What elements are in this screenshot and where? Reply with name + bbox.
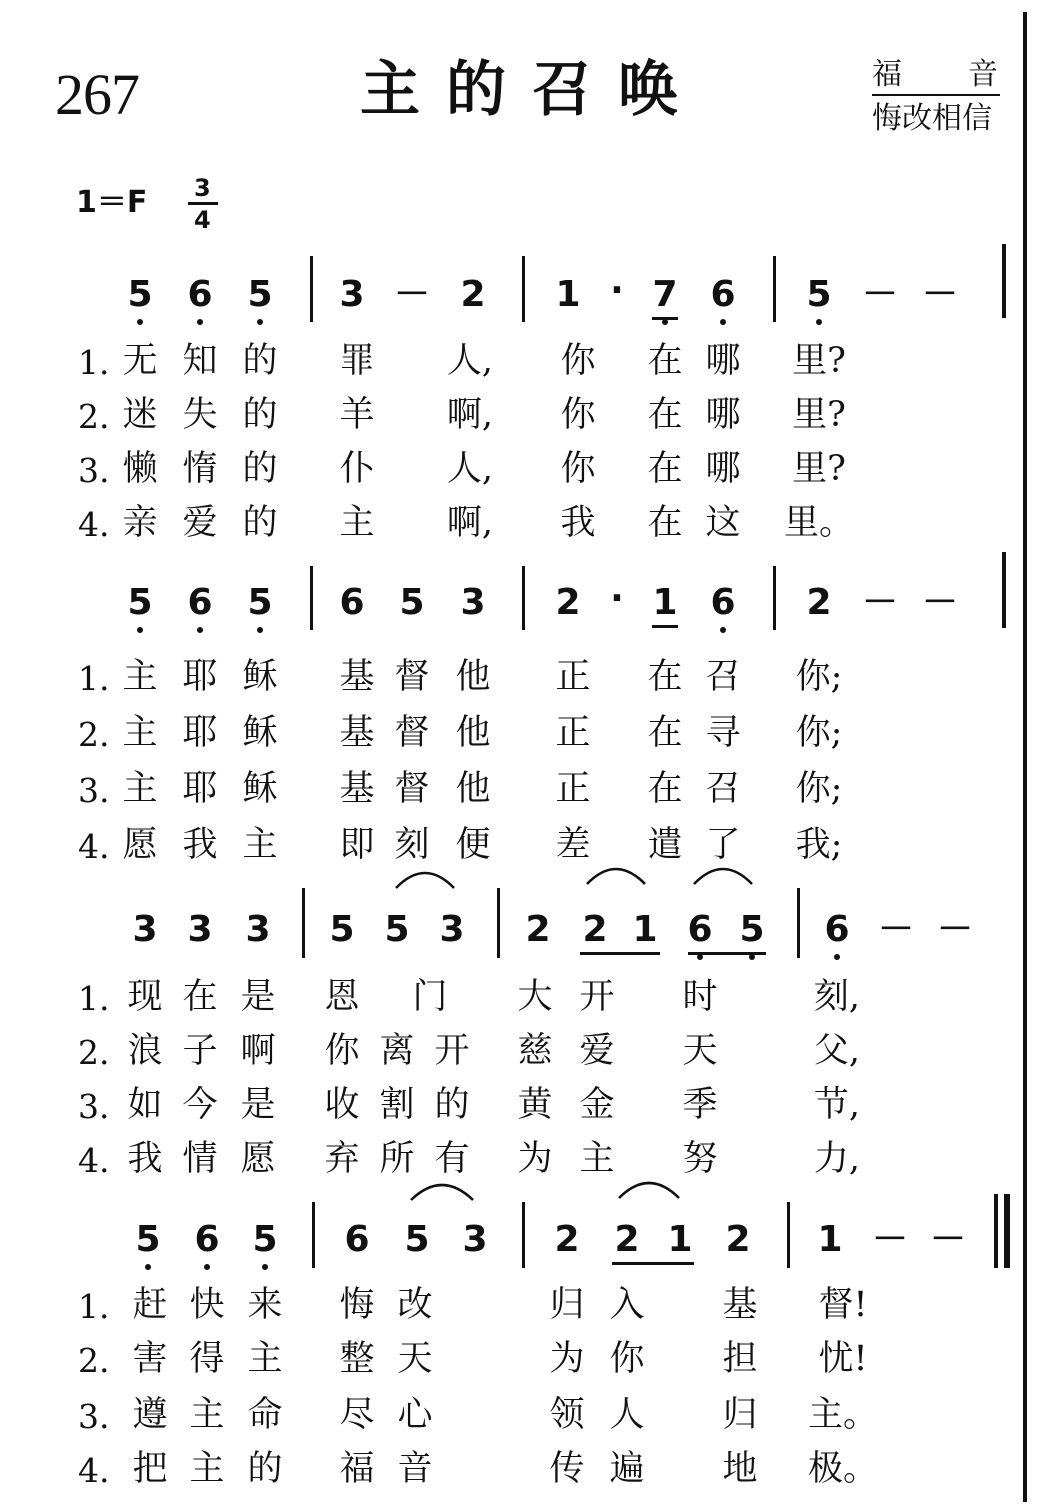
lyric-word: 人, xyxy=(446,449,494,489)
lyric-word: 里? xyxy=(792,449,846,489)
low-octave-dot xyxy=(262,1264,268,1270)
lyric-word: 你 xyxy=(560,341,596,381)
category-char-1: 福 xyxy=(872,57,902,92)
time-signature-top: 3 xyxy=(194,174,211,202)
low-octave-dot xyxy=(197,319,203,325)
lyric-word: 督 xyxy=(394,657,430,697)
lyric-word: 在 xyxy=(647,657,683,697)
lyric-word: 了 xyxy=(705,825,741,865)
lyric-word: 遵 xyxy=(132,1395,168,1435)
note-6: 6 xyxy=(824,909,850,950)
note-2: 2 xyxy=(582,909,608,950)
note-6: 6 xyxy=(710,274,736,315)
low-octave-dot xyxy=(834,954,840,960)
lyric-word: 是 xyxy=(240,1085,276,1125)
lyric-word: 寻 xyxy=(705,713,741,753)
bar-line xyxy=(312,1202,315,1268)
time-signature-bottom: 4 xyxy=(194,206,211,234)
slur-arc xyxy=(693,862,753,886)
augmentation-dot: · xyxy=(610,270,624,311)
lyric-word: 罪 xyxy=(339,341,375,381)
lyric-word: 稣 xyxy=(242,769,278,809)
lyric-word: 督 xyxy=(394,713,430,753)
lyric-word: 的 xyxy=(247,1449,283,1489)
lyric-word: 稣 xyxy=(242,713,278,753)
system-end-line xyxy=(1002,244,1006,318)
lyric-word: 主 xyxy=(189,1449,225,1489)
lyric-word: 我; xyxy=(795,825,843,865)
lyric-word: 传 xyxy=(549,1449,585,1489)
lyric-word: 割 xyxy=(379,1085,415,1125)
lyric-word: 主 xyxy=(122,713,158,753)
lyric-word: 耶 xyxy=(182,657,218,697)
lyric-word: 他 xyxy=(455,769,491,809)
lyric-word: 爱 xyxy=(579,1031,615,1071)
note-3: 3 xyxy=(439,909,465,950)
note-6: 6 xyxy=(344,1219,370,1260)
lyric-word: 督! xyxy=(818,1285,868,1325)
bar-line xyxy=(773,256,776,322)
verse-number: 4. xyxy=(78,505,110,544)
note-dash: － xyxy=(936,909,974,950)
category-subtitle: 悔改相信 xyxy=(872,101,992,136)
lyric-word: 快 xyxy=(189,1285,225,1325)
hymn-title: 主的召唤 xyxy=(360,55,704,125)
lyric-word: 主 xyxy=(242,825,278,865)
lyric-word: 情 xyxy=(182,1139,218,1179)
low-octave-dot xyxy=(257,319,263,325)
lyric-word: 正 xyxy=(555,657,591,697)
note-6: 6 xyxy=(194,1219,220,1260)
note-5: 5 xyxy=(247,582,273,623)
eighth-underline xyxy=(652,625,678,628)
verse-number: 4. xyxy=(78,1451,110,1490)
lyric-word: 刻, xyxy=(813,977,861,1017)
lyric-word: 子 xyxy=(182,1031,218,1071)
lyric-word: 在 xyxy=(647,713,683,753)
verse-number: 4. xyxy=(78,827,110,866)
lyric-word: 现 xyxy=(127,977,163,1017)
note-6: 6 xyxy=(339,582,365,623)
lyric-word: 天 xyxy=(397,1339,433,1379)
low-octave-dot xyxy=(137,627,143,633)
bar-line xyxy=(787,1202,790,1268)
note-5: 5 xyxy=(247,274,273,315)
lyric-word: 努 xyxy=(682,1139,718,1179)
lyric-word: 在 xyxy=(647,503,683,543)
lyric-word: 害 xyxy=(132,1339,168,1379)
note-5: 5 xyxy=(404,1219,430,1260)
lyric-word: 为 xyxy=(517,1139,553,1179)
lyric-word: 耶 xyxy=(182,713,218,753)
lyric-word: 啊 xyxy=(240,1031,276,1071)
note-3: 3 xyxy=(339,274,365,315)
lyric-word: 便 xyxy=(455,825,491,865)
lyric-word: 音 xyxy=(397,1449,433,1489)
note-2: 2 xyxy=(554,1219,580,1260)
lyric-word: 你 xyxy=(324,1031,360,1071)
lyric-word: 赶 xyxy=(132,1285,168,1325)
lyric-word: 收 xyxy=(324,1085,360,1125)
verse-number: 3. xyxy=(78,1397,110,1436)
lyric-word: 在 xyxy=(647,769,683,809)
note-1: 1 xyxy=(652,582,678,623)
low-octave-dot xyxy=(720,319,726,325)
note-2: 2 xyxy=(614,1219,640,1260)
verse-number: 3. xyxy=(78,771,110,810)
slur-arc xyxy=(586,862,646,886)
verse-number: 3. xyxy=(78,1087,110,1126)
augmentation-dot: · xyxy=(610,578,624,619)
lyric-word: 亲 xyxy=(122,503,158,543)
lyric-word: 福 xyxy=(339,1449,375,1489)
lyric-word: 的 xyxy=(242,449,278,489)
lyric-word: 的 xyxy=(242,341,278,381)
lyric-word: 季 xyxy=(682,1085,718,1125)
category-divider xyxy=(872,94,1000,96)
lyric-word: 人 xyxy=(609,1395,645,1435)
key-signature: 1＝F xyxy=(76,185,148,220)
lyric-word: 心 xyxy=(397,1395,433,1435)
lyric-word: 召 xyxy=(705,657,741,697)
note-dash: － xyxy=(921,582,959,623)
bar-line xyxy=(522,256,525,322)
lyric-word: 整 xyxy=(339,1339,375,1379)
note-2: 2 xyxy=(555,582,581,623)
lyric-word: 主 xyxy=(122,769,158,809)
note-dash: － xyxy=(871,1219,909,1260)
note-6: 6 xyxy=(187,274,213,315)
lyric-word: 领 xyxy=(549,1395,585,1435)
verse-number: 1. xyxy=(78,1287,110,1326)
low-octave-dot xyxy=(204,1264,210,1270)
note-5: 5 xyxy=(329,909,355,950)
eighth-underline xyxy=(580,952,660,955)
lyric-word: 忧! xyxy=(818,1339,868,1379)
lyric-word: 我 xyxy=(560,503,596,543)
bar-line xyxy=(310,566,313,630)
low-octave-dot xyxy=(137,319,143,325)
lyric-word: 来 xyxy=(247,1285,283,1325)
low-octave-dot xyxy=(257,627,263,633)
lyric-word: 主 xyxy=(339,503,375,543)
bar-line xyxy=(797,888,800,958)
lyric-word: 主 xyxy=(247,1339,283,1379)
lyric-word: 的 xyxy=(434,1085,470,1125)
lyric-word: 开 xyxy=(579,977,615,1017)
lyric-word: 尽 xyxy=(339,1395,375,1435)
lyric-word: 改 xyxy=(397,1285,433,1325)
lyric-word: 金 xyxy=(579,1085,615,1125)
lyric-word: 归 xyxy=(722,1395,758,1435)
hymn-number: 267 xyxy=(55,62,139,127)
low-octave-dot xyxy=(145,1264,151,1270)
lyric-word: 你; xyxy=(795,713,843,753)
lyric-word: 归 xyxy=(549,1285,585,1325)
lyric-word: 懒 xyxy=(122,449,158,489)
lyric-word: 慈 xyxy=(517,1031,553,1071)
bar-line xyxy=(497,888,500,958)
lyric-word: 的 xyxy=(242,395,278,435)
note-2: 2 xyxy=(806,582,832,623)
lyric-word: 基 xyxy=(339,713,375,753)
lyric-word: 知 xyxy=(182,341,218,381)
lyric-word: 即 xyxy=(339,825,375,865)
low-octave-dot xyxy=(197,627,203,633)
note-1: 1 xyxy=(817,1219,843,1260)
lyric-word: 所 xyxy=(379,1139,415,1179)
note-1: 1 xyxy=(667,1219,693,1260)
note-5: 5 xyxy=(127,274,153,315)
lyric-word: 命 xyxy=(247,1395,283,1435)
lyric-word: 极。 xyxy=(807,1449,879,1489)
note-3: 3 xyxy=(462,1219,488,1260)
lyric-word: 入 xyxy=(609,1285,645,1325)
lyric-word: 父, xyxy=(813,1031,861,1071)
slur-arc xyxy=(618,1176,680,1200)
note-7: 7 xyxy=(652,274,678,315)
note-dash: － xyxy=(861,274,899,315)
lyric-word: 迷 xyxy=(122,395,158,435)
lyric-word: 召 xyxy=(705,769,741,809)
bar-line xyxy=(522,566,525,630)
note-5: 5 xyxy=(135,1219,161,1260)
lyric-word: 黄 xyxy=(517,1085,553,1125)
lyric-word: 担 xyxy=(722,1339,758,1379)
lyric-word: 基 xyxy=(722,1285,758,1325)
lyric-word: 的 xyxy=(242,503,278,543)
lyric-word: 哪 xyxy=(705,449,741,489)
lyric-word: 天 xyxy=(682,1031,718,1071)
verse-number: 2. xyxy=(78,397,110,436)
lyric-word: 是 xyxy=(240,977,276,1017)
bar-line xyxy=(302,888,305,958)
eighth-underline xyxy=(612,1262,694,1265)
lyric-word: 力, xyxy=(813,1139,861,1179)
lyric-word: 正 xyxy=(555,769,591,809)
lyric-word: 他 xyxy=(455,713,491,753)
lyric-word: 稣 xyxy=(242,657,278,697)
bar-line xyxy=(522,1202,525,1268)
lyric-word: 遣 xyxy=(647,825,683,865)
time-signature-divider xyxy=(188,202,218,205)
lyric-word: 正 xyxy=(555,713,591,753)
note-dash: － xyxy=(877,909,915,950)
system-end-line xyxy=(1002,552,1006,628)
lyric-word: 主 xyxy=(122,657,158,697)
note-5: 5 xyxy=(252,1219,278,1260)
verse-number: 4. xyxy=(78,1141,110,1180)
lyric-word: 悔 xyxy=(339,1285,375,1325)
lyric-word: 把 xyxy=(132,1449,168,1489)
lyric-word: 如 xyxy=(127,1085,163,1125)
note-6: 6 xyxy=(687,909,713,950)
bar-line xyxy=(773,566,776,630)
lyric-word: 在 xyxy=(647,449,683,489)
system-end-line xyxy=(994,1194,998,1268)
note-5: 5 xyxy=(739,909,765,950)
lyric-word: 你; xyxy=(795,657,843,697)
lyric-word: 爱 xyxy=(182,503,218,543)
note-2: 2 xyxy=(525,909,551,950)
lyric-word: 得 xyxy=(189,1339,225,1379)
lyric-word: 在 xyxy=(182,977,218,1017)
right-border-line xyxy=(1023,12,1027,1502)
note-6: 6 xyxy=(710,582,736,623)
note-5: 5 xyxy=(806,274,832,315)
lyric-word: 人, xyxy=(446,341,494,381)
lyric-word: 弃 xyxy=(324,1139,360,1179)
category-char-2: 音 xyxy=(968,57,998,92)
lyric-word: 我 xyxy=(182,825,218,865)
eighth-underline xyxy=(652,317,678,320)
lyric-word: 基 xyxy=(339,657,375,697)
lyric-word: 为 xyxy=(549,1339,585,1379)
lyric-word: 时 xyxy=(682,977,718,1017)
lyric-word: 羊 xyxy=(339,395,375,435)
lyric-word: 浪 xyxy=(127,1031,163,1071)
lyric-word: 大 xyxy=(517,977,553,1017)
lyric-word: 你 xyxy=(560,449,596,489)
note-dash: － xyxy=(921,274,959,315)
lyric-word: 我 xyxy=(127,1139,163,1179)
lyric-word: 差 xyxy=(555,825,591,865)
lyric-word: 愿 xyxy=(122,825,158,865)
verse-number: 2. xyxy=(78,715,110,754)
bar-line xyxy=(310,256,313,322)
lyric-word: 基 xyxy=(339,769,375,809)
verse-number: 1. xyxy=(78,343,110,382)
lyric-word: 里? xyxy=(792,395,846,435)
note-2: 2 xyxy=(725,1219,751,1260)
lyric-word: 啊, xyxy=(446,395,494,435)
lyric-word: 仆 xyxy=(339,449,375,489)
low-octave-dot xyxy=(720,627,726,633)
verse-number: 2. xyxy=(78,1033,110,1072)
lyric-word: 他 xyxy=(455,657,491,697)
lyric-word: 哪 xyxy=(705,341,741,381)
verse-number: 1. xyxy=(78,979,110,1018)
lyric-word: 开 xyxy=(434,1031,470,1071)
note-3: 3 xyxy=(245,909,271,950)
lyric-word: 里? xyxy=(792,341,846,381)
lyric-word: 地 xyxy=(722,1449,758,1489)
lyric-word: 在 xyxy=(647,341,683,381)
lyric-word: 哪 xyxy=(705,395,741,435)
note-1: 1 xyxy=(632,909,658,950)
verse-number: 3. xyxy=(78,451,110,490)
lyric-word: 恩 xyxy=(324,977,360,1017)
note-3: 3 xyxy=(460,582,486,623)
lyric-word: 有 xyxy=(434,1139,470,1179)
note-2: 2 xyxy=(460,274,486,315)
lyric-word: 主。 xyxy=(807,1395,879,1435)
verse-number: 1. xyxy=(78,659,110,698)
note-dash: － xyxy=(861,582,899,623)
slur-arc xyxy=(395,866,455,890)
note-1: 1 xyxy=(555,274,581,315)
low-octave-dot xyxy=(816,319,822,325)
lyric-word: 节, xyxy=(813,1085,861,1125)
lyric-word: 这 xyxy=(705,503,741,543)
note-3: 3 xyxy=(132,909,158,950)
note-5: 5 xyxy=(127,582,153,623)
lyric-word: 你 xyxy=(560,395,596,435)
lyric-word: 主 xyxy=(579,1139,615,1179)
lyric-word: 在 xyxy=(647,395,683,435)
lyric-word: 遍 xyxy=(609,1449,645,1489)
final-bar-line xyxy=(1004,1194,1010,1268)
lyric-word: 愿 xyxy=(240,1139,276,1179)
lyric-word: 督 xyxy=(394,769,430,809)
note-6: 6 xyxy=(187,582,213,623)
lyric-word: 今 xyxy=(182,1085,218,1125)
eighth-underline xyxy=(688,952,766,955)
note-dash: － xyxy=(393,274,431,315)
lyric-word: 啊, xyxy=(446,503,494,543)
verse-number: 2. xyxy=(78,1341,110,1380)
lyric-word: 耶 xyxy=(182,769,218,809)
lyric-word: 惰 xyxy=(182,449,218,489)
lyric-word: 你; xyxy=(795,769,843,809)
lyric-word: 主 xyxy=(189,1395,225,1435)
lyric-word: 你 xyxy=(609,1339,645,1379)
slur-arc xyxy=(410,1178,474,1202)
lyric-word: 刻 xyxy=(394,825,430,865)
note-dash: － xyxy=(929,1219,967,1260)
note-5: 5 xyxy=(384,909,410,950)
lyric-word: 无 xyxy=(122,341,158,381)
lyric-word: 里。 xyxy=(783,503,855,543)
lyric-word: 离 xyxy=(379,1031,415,1071)
note-5: 5 xyxy=(399,582,425,623)
lyric-word: 失 xyxy=(182,395,218,435)
note-3: 3 xyxy=(187,909,213,950)
lyric-word: 门 xyxy=(412,977,448,1017)
